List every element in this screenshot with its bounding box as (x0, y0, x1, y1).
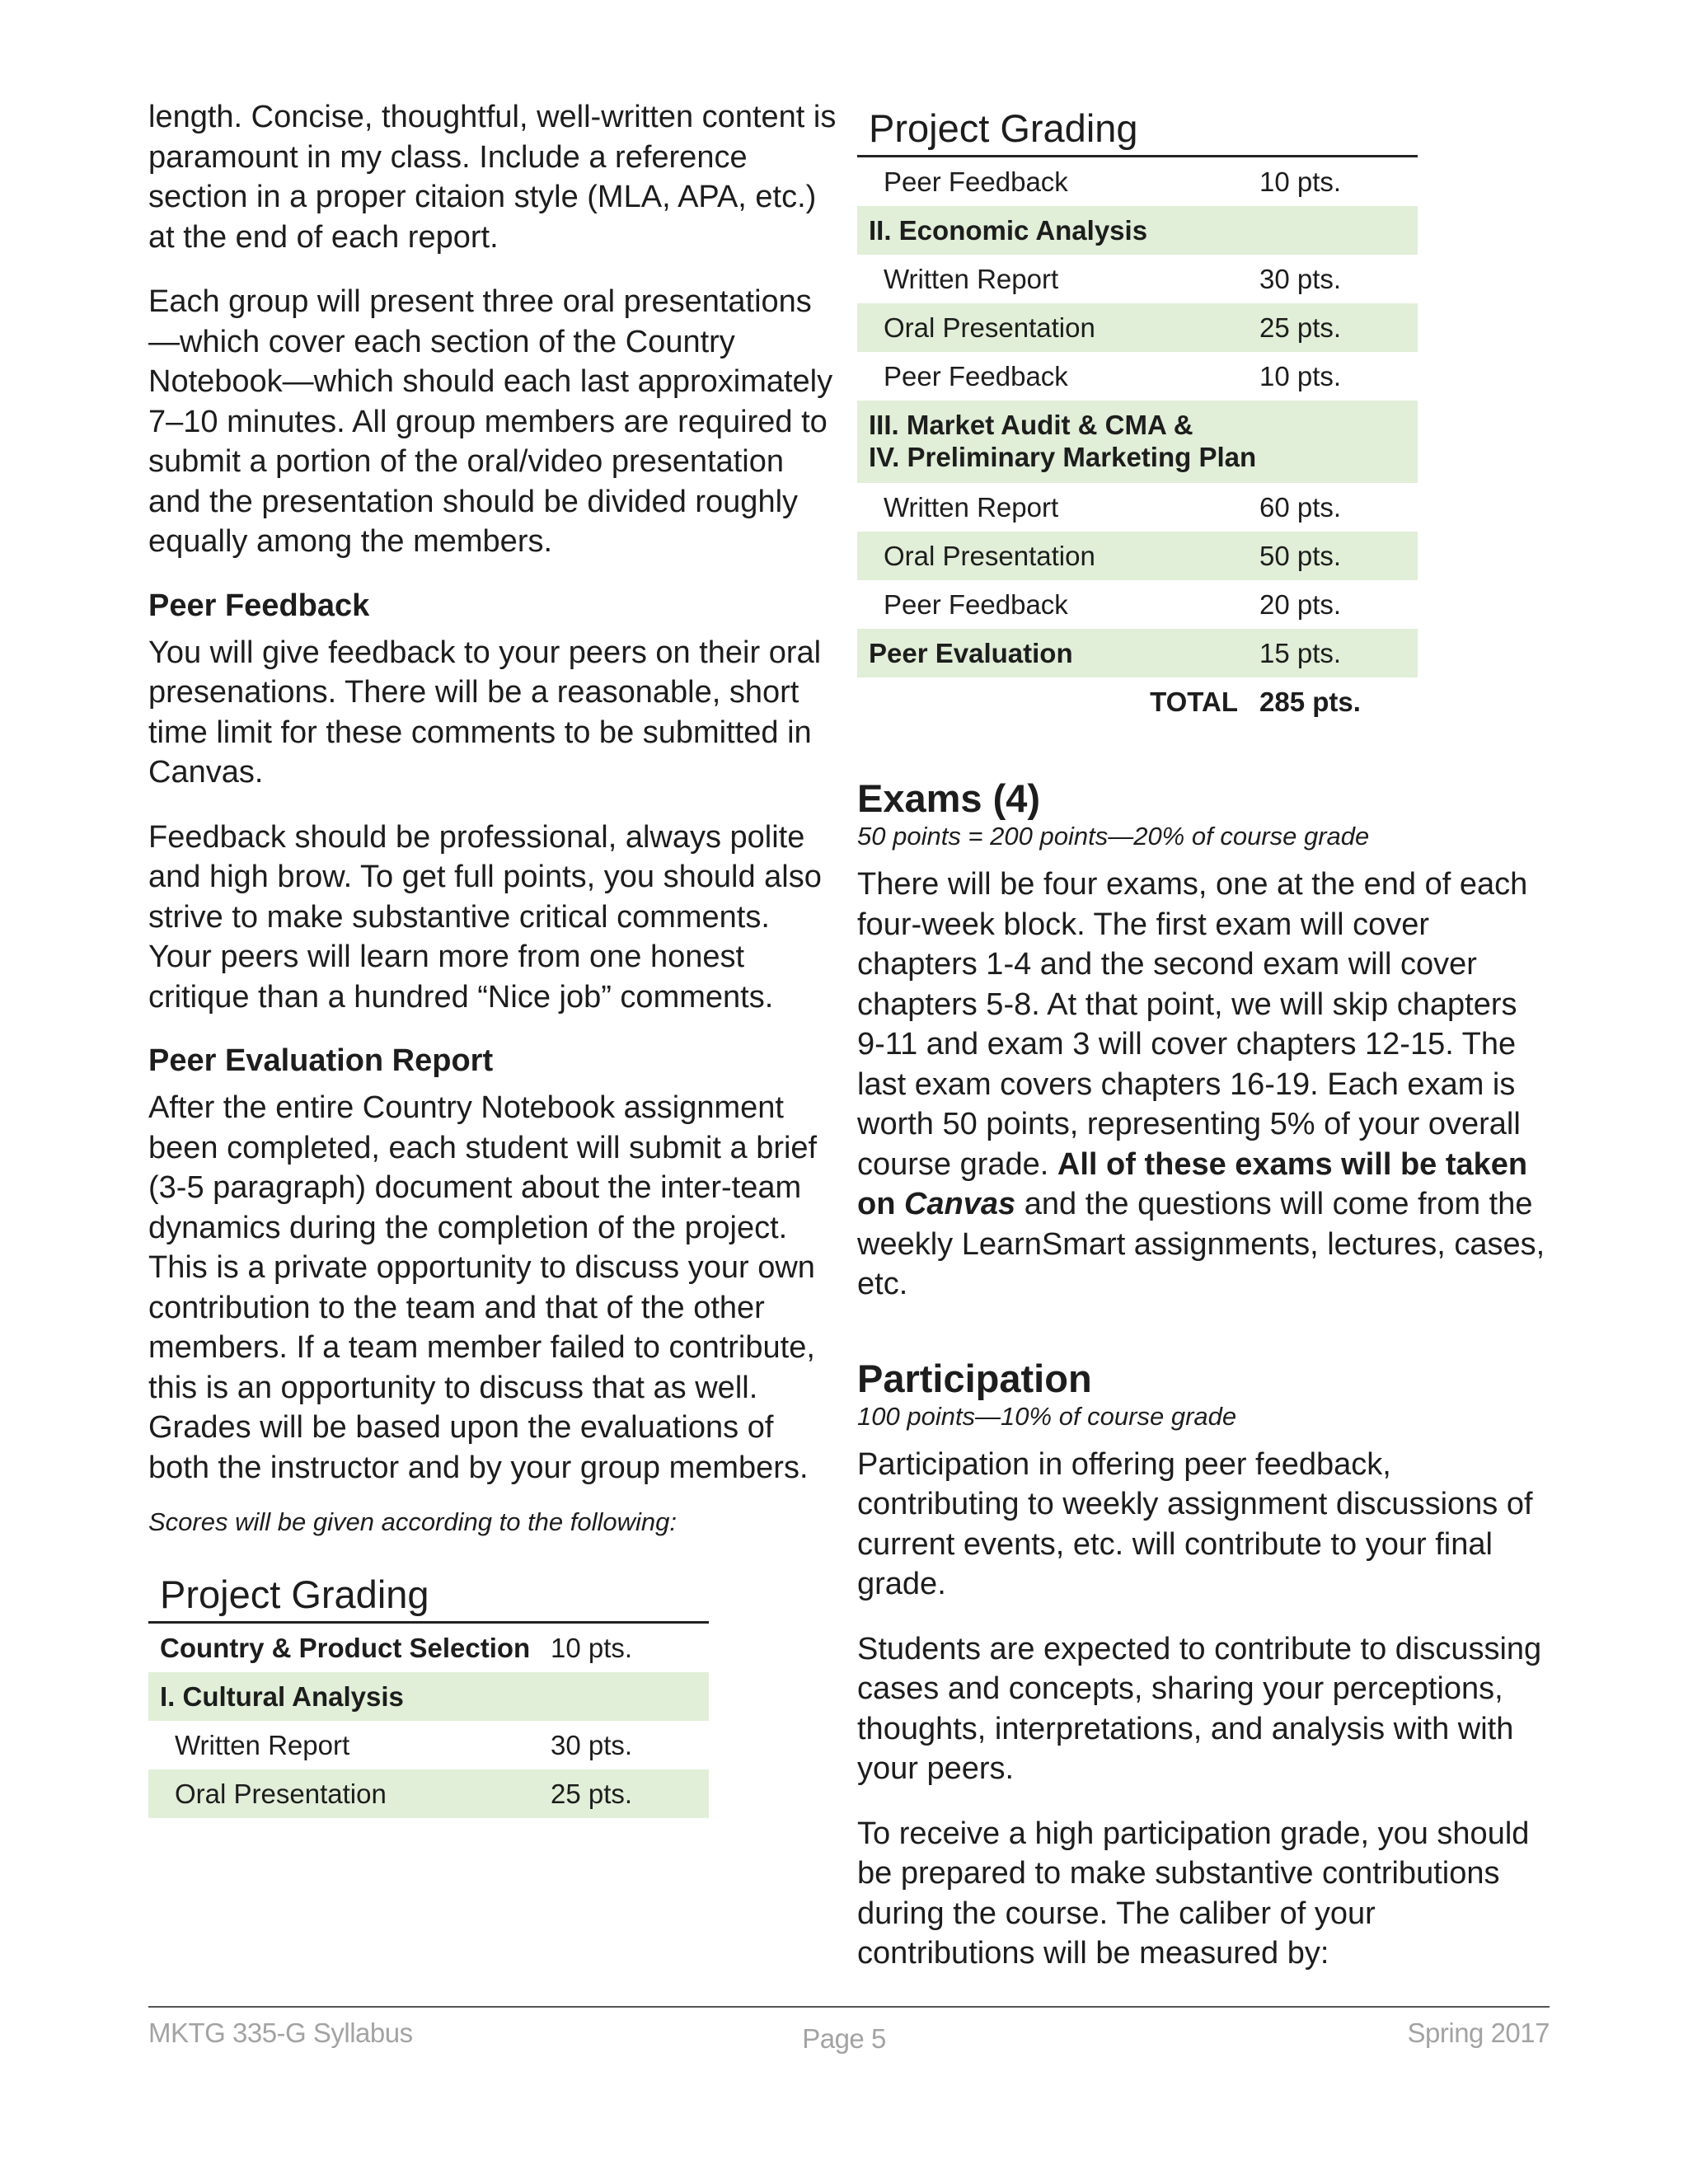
row-label: Peer Feedback (884, 589, 1068, 620)
grading-title: Project Grading (148, 1572, 709, 1624)
heading-peer-evaluation: Peer Evaluation Report (148, 1043, 494, 1078)
text-span: —which cover each section of the Country Notebook—which should each last approximately 7–10 minutes. All group members are required to submit a portion of the oral/video presentation and the presentation should be divided roughly equally among the members. (148, 324, 833, 559)
paragraph-peer-feedback-1: You will give feedback to your peers on their oral presenations. There will be a reasonable, short time limit for these comments to be submitted in Canvas. (148, 635, 822, 790)
grading-row (857, 255, 1418, 303)
participation-section (857, 1356, 1550, 1974)
scores-note: Scores will be given according to the following: (148, 1507, 678, 1536)
row-points: 15 pts. (1259, 638, 1342, 668)
paragraph-peer-feedback-2: Feedback should be professional, always polite and high brow. To get full points, you should also strive to make substantive critical comments. Your peers will learn more from one honest critique than a hundred “Nice job” comments. (148, 819, 822, 1015)
row-label: Written Report (884, 264, 1059, 294)
project-grading-table-right (857, 105, 1418, 726)
row-points: 10 pts. (1259, 166, 1342, 197)
grading-total-row (857, 677, 1418, 726)
row-label: Oral Presentation (175, 1779, 387, 1809)
row-points: 30 pts. (1259, 264, 1342, 294)
row-label: II. Economic Analysis (869, 215, 1148, 246)
grading-row (857, 580, 1418, 629)
participation-paragraph-2: Students are expected to contribute to discussing cases and concepts, sharing your perceptions, thoughts, interpretations, and analysis with with your peers. (857, 1631, 1542, 1786)
total-points: 285 pts. (1259, 687, 1361, 717)
row-label (857, 409, 1259, 483)
participation-paragraph-3: To receive a high participation grade, you should be prepared to make substantive contributions during the course. The caliber of your contributions will be measured by: (857, 1816, 1530, 1971)
exams-section (857, 776, 1550, 1305)
left-column (148, 97, 837, 1818)
grading-row (148, 1721, 709, 1769)
row-label: Written Report (884, 492, 1059, 523)
row-label: Peer Evaluation (869, 638, 1073, 668)
grading-row (148, 1672, 709, 1721)
row-points: 30 pts. (551, 1730, 633, 1760)
text-span: There will be four exams, one at the end of each four-week block. The first exam will cover chapters 1-4 and the second exam will cover chapters 5-8. At that point, we will skip chapters 9-11 and exam 3 will cover chapters 12-15. The last exam covers chapters 16-19. Each exam is worth 50 points, representing 5% of your overall course grade. (857, 867, 1528, 1182)
exams-paragraph (857, 865, 1550, 1305)
grading-row (857, 629, 1418, 677)
footer-course: MKTG 335-G Syllabus (148, 2018, 413, 2048)
row-points: 10 pts. (1259, 361, 1342, 391)
paragraph-report-length: length. Concise, thoughtful, well-written content is paramount in my class. Include a reference section in a proper citaion style (MLA, APA, etc.) at the end of each report. (148, 100, 837, 255)
bold-span: All of these exams will be taken on (857, 1146, 1528, 1221)
paragraph-peer-evaluation: After the entire Country Notebook assignment been completed, each student will submit a brief (3-5 paragraph) document about the inter-team dynamics during the completion of the project. This is a private opportunity to discuss your own contribution to the team and that of the other members. If a team member failed to contribute, this is an opportunity to discuss that as well. Grades will be based upon the evaluations of both the instructor and by your group members. (148, 1090, 818, 1485)
grading-row (857, 483, 1418, 532)
grading-row (148, 1769, 709, 1818)
grading-row (857, 206, 1418, 255)
footer-page-number: Page 5 (802, 2023, 886, 2054)
grading-row (857, 352, 1418, 401)
row-points: 25 pts. (551, 1779, 633, 1809)
heading-peer-feedback: Peer Feedback (148, 588, 370, 623)
participation-heading: Participation (857, 1356, 1092, 1400)
grading-row (857, 303, 1418, 352)
participation-paragraph-1: Participation in offering peer feedback, contributing to weekly assignment discussions of current events, etc. will contribute to your final grade. (857, 1446, 1533, 1601)
grading-row (148, 1624, 709, 1672)
project-grading-table-left (148, 1572, 709, 1818)
exams-subtitle: 50 points = 200 points—20% of course grade (857, 822, 1370, 851)
bold-italic-span: Canvas (903, 1187, 1016, 1221)
bold-span: oral presentations (562, 284, 812, 319)
participation-subtitle: 100 points—10% of course grade (857, 1401, 1237, 1431)
row-label: Written Report (175, 1730, 350, 1760)
row-label: Peer Feedback (884, 361, 1068, 391)
row-points: 25 pts. (1259, 312, 1342, 343)
row-label: Peer Feedback (884, 166, 1068, 197)
grading-row (857, 532, 1418, 580)
row-label: Oral Presentation (884, 312, 1095, 343)
row-points: 60 pts. (1259, 492, 1342, 523)
total-label: TOTAL (1150, 687, 1238, 717)
row-points: 10 pts. (551, 1633, 633, 1663)
grading-row (857, 401, 1418, 483)
row-label: Oral Presentation (884, 541, 1095, 571)
grading-row (857, 157, 1418, 206)
row-label: I. Cultural Analysis (160, 1681, 404, 1712)
row-label: Country & Product Selection (160, 1633, 531, 1663)
footer-divider (148, 2006, 1550, 2008)
row-label-line: III. Market Audit & CMA & (869, 410, 1193, 440)
row-points: 20 pts. (1259, 589, 1342, 620)
text-span: Each group will present three (148, 284, 563, 319)
paragraph-oral-presentations (148, 282, 837, 562)
row-label-line: IV. Preliminary Marketing Plan (869, 442, 1257, 472)
exams-heading: Exams (4) (857, 776, 1041, 820)
row-points (1259, 409, 1418, 483)
right-column (857, 105, 1550, 1999)
text-span: and the questions will come from the weekly LearnSmart assignments, lectures, cases, etc. (857, 1187, 1545, 1301)
grading-title: Project Grading (857, 105, 1418, 157)
row-points: 50 pts. (1259, 541, 1342, 571)
row-points (551, 1672, 709, 1721)
row-points (1259, 206, 1418, 255)
footer-term: Spring 2017 (1407, 2018, 1550, 2048)
